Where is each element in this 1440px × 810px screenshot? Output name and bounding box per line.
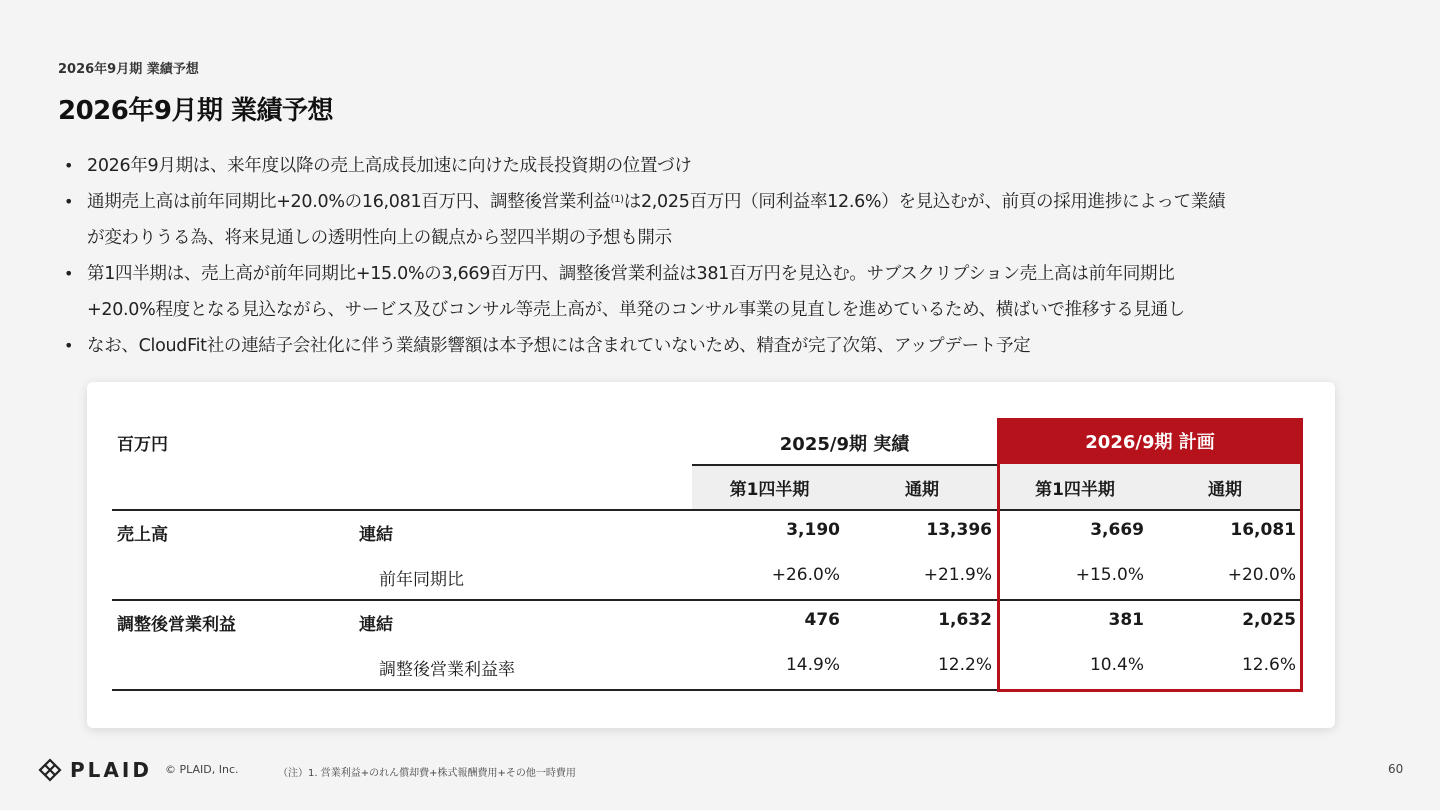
cell-value: 381 xyxy=(1108,610,1144,630)
bullet-text: なお、CloudFit社の連結子会社化に伴う業績影響額は本予想には含まれていないため、精査が完了次第、アップデート予定 xyxy=(87,336,1031,356)
cell-value: 10.4% xyxy=(1089,655,1144,675)
col-actual-full: 通期 xyxy=(905,480,939,500)
cell-value: +26.0% xyxy=(771,565,840,585)
forecast-table xyxy=(87,382,1335,728)
row-label-op-profit: 調整後営業利益 xyxy=(117,615,236,635)
col-plan-q1: 第1四半期 xyxy=(1035,480,1115,500)
row-sub-consolidated: 連結 xyxy=(359,525,393,545)
cell-value: 12.2% xyxy=(937,655,992,675)
cell-value: 14.9% xyxy=(785,655,840,675)
cell-value: +15.0% xyxy=(1075,565,1144,585)
actual-header: 2025/9期 実績 xyxy=(779,434,910,455)
cell-value: 3,190 xyxy=(786,520,840,540)
bullet-item xyxy=(62,184,1402,256)
bullet-text: は2,025百万円（同利益率12.6%）を見込むが、前頁の採用進捗によって業績 xyxy=(623,192,1226,212)
plan-header: 2026/9期 計画 xyxy=(997,418,1303,464)
page-title: 2026年9月期 業績予想 xyxy=(58,96,334,126)
bullet-item xyxy=(62,328,1402,364)
copyright: © PLAID, Inc. xyxy=(165,763,239,776)
col-plan-full: 通期 xyxy=(1208,480,1242,500)
company-logo xyxy=(38,758,152,782)
bullet-item xyxy=(62,148,1402,184)
cell-value: 2,025 xyxy=(1242,610,1296,630)
bullet-text: +20.0%程度となる見込ながら、サービス及びコンサル等売上高が、単発のコンサル事業の見直しを進めているため、横ばいで推移する見通し xyxy=(87,300,1186,320)
footnote-ref: (1) xyxy=(610,194,624,205)
divider xyxy=(112,599,1302,601)
cell-value: 476 xyxy=(804,610,840,630)
bullet-text: 通期売上高は前年同期比+20.0%の16,081百万円、調整後営業利益 xyxy=(87,192,611,212)
cell-value: +20.0% xyxy=(1227,565,1296,585)
col-actual-q1: 第1四半期 xyxy=(729,480,810,500)
breadcrumb: 2026年9月期 業績予想 xyxy=(58,62,199,77)
bullet-item xyxy=(62,256,1402,328)
footnote: （注）1. 営業利益+のれん償却費+株式報酬費用+その他一時費用 xyxy=(278,768,576,779)
row-label-sales: 売上高 xyxy=(117,525,168,545)
cell-value: 3,669 xyxy=(1090,520,1144,540)
plaid-logo-icon xyxy=(38,758,62,782)
cell-value: 13,396 xyxy=(926,520,992,540)
divider xyxy=(112,509,1302,511)
cell-value: +21.9% xyxy=(923,565,992,585)
page-number: 60 xyxy=(1388,762,1404,776)
forecast-table-card xyxy=(87,382,1335,728)
bullet-text: が変わりうる為、将来見通しの透明性向上の観点から翌四半期の予想も開示 xyxy=(87,228,672,248)
logo-text: PLAID xyxy=(70,758,152,782)
divider xyxy=(112,689,1302,691)
row-sub-margin: 調整後営業利益率 xyxy=(379,660,515,680)
row-sub-yoy: 前年同期比 xyxy=(379,570,464,590)
divider xyxy=(692,464,997,466)
row-sub-consolidated: 連結 xyxy=(359,615,393,635)
bullet-text: 第1四半期は、売上高が前年同期比+15.0%の3,669百万円、調整後営業利益は381百万円を見込む。サブスクリプション売上高は前年同期比 xyxy=(87,264,1175,284)
cell-value: 16,081 xyxy=(1230,520,1296,540)
cell-value: 12.6% xyxy=(1241,655,1296,675)
bullet-text: 2026年9月期は、来年度以降の売上高成長加速に向けた成長投資期の位置づけ xyxy=(87,156,692,176)
unit-label: 百万円 xyxy=(117,435,168,455)
cell-value: 1,632 xyxy=(938,610,992,630)
bullet-list xyxy=(62,148,1402,364)
